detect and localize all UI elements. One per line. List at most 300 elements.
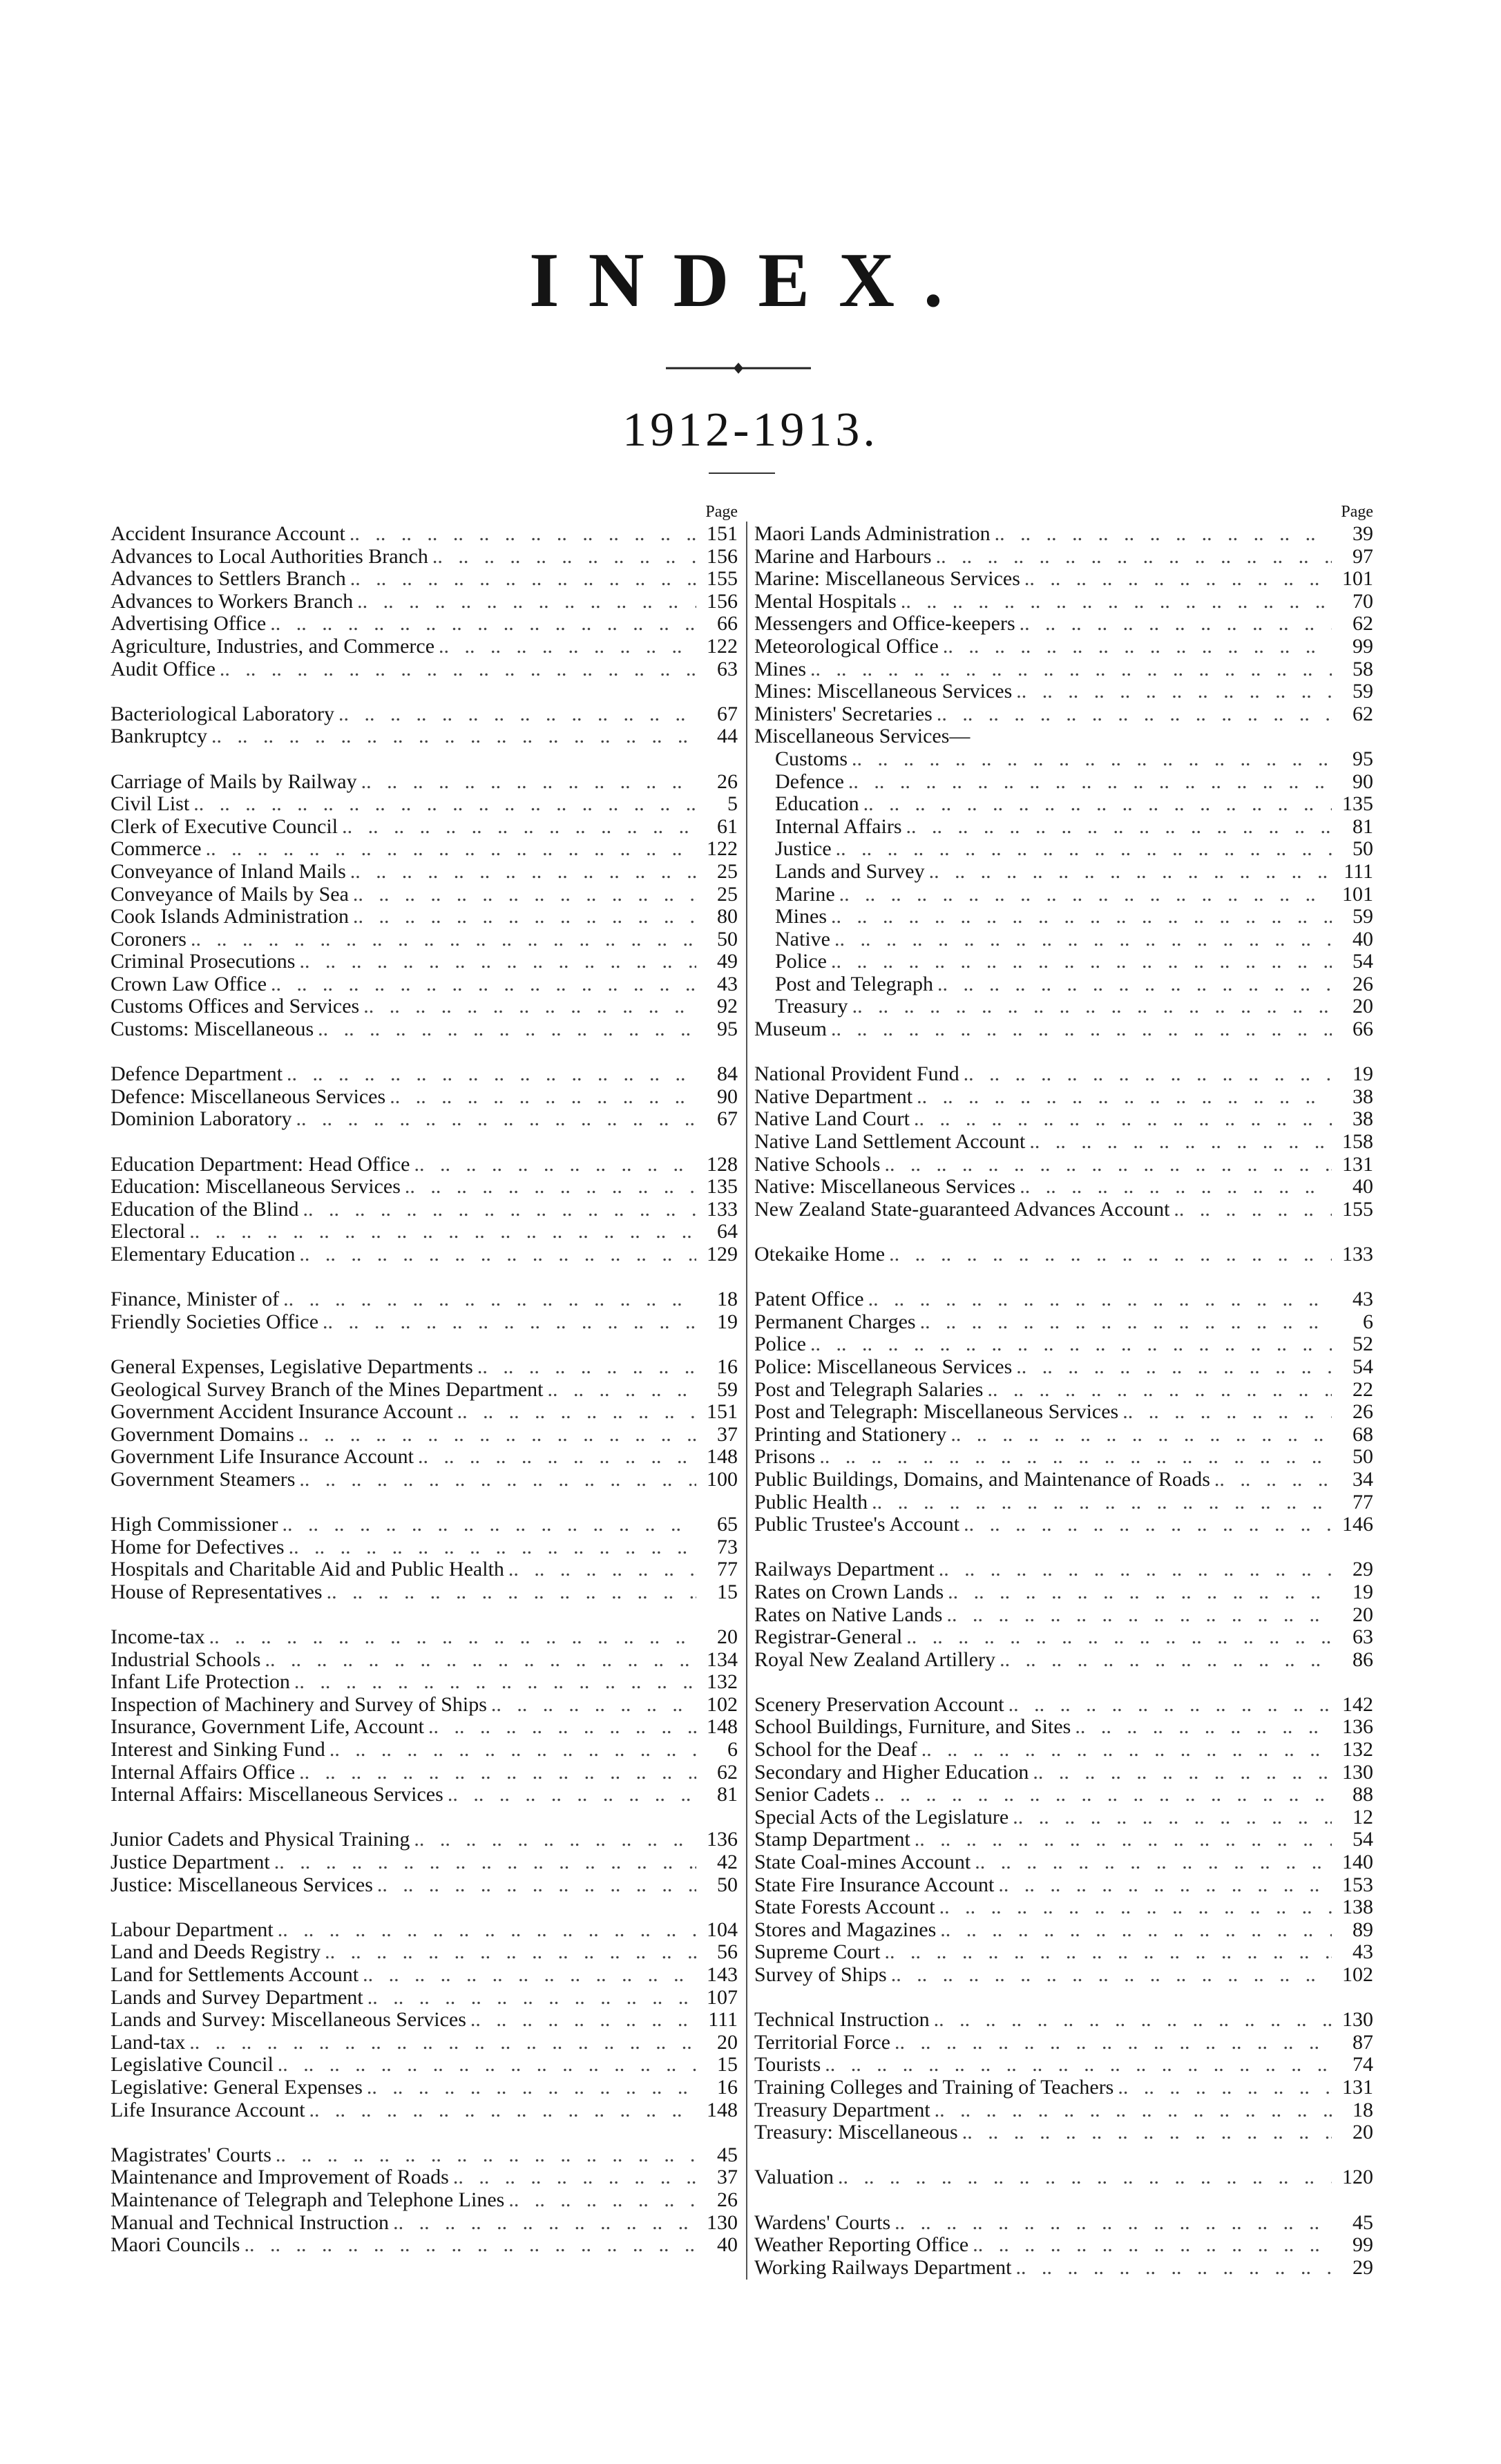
index-entry xyxy=(754,884,1373,906)
entry-label: Rates on Native Lands xyxy=(754,1603,943,1626)
index-entry xyxy=(111,816,738,839)
dot-leader xyxy=(290,1671,696,1694)
index-entry xyxy=(754,793,1373,816)
entry-label: Maintenance of Telegraph and Telephone Lines xyxy=(111,2188,505,2211)
dot-leader xyxy=(935,1896,1332,1919)
entry-page-number: 15 xyxy=(717,1580,738,1603)
entry-label: Stores and Magazines xyxy=(754,1918,937,1941)
dot-leader xyxy=(932,546,1332,569)
entry-page-number: 129 xyxy=(707,1243,738,1266)
index-entry xyxy=(111,1671,738,1694)
entry-page-number: 20 xyxy=(1352,1603,1373,1626)
entry-label: Electoral xyxy=(111,1220,186,1243)
entry-page-number: 131 xyxy=(1342,1152,1373,1176)
entry-label: Legislative: General Expenses xyxy=(111,2075,363,2099)
entry-page-number: 148 xyxy=(707,2098,738,2121)
entry-page-number: 81 xyxy=(1352,814,1373,838)
entry-label: Printing and Stationery xyxy=(754,1422,947,1446)
entry-page-number: 43 xyxy=(1352,1940,1373,1964)
entry-page-number: 128 xyxy=(707,1152,738,1176)
entry-label: Crown Law Office xyxy=(111,972,267,995)
entry-page-number: 70 xyxy=(1352,589,1373,613)
dot-leader xyxy=(261,1649,697,1672)
dot-leader xyxy=(827,906,1332,928)
entry-label: Land for Settlements Account xyxy=(111,1963,359,1986)
dot-leader xyxy=(295,1243,696,1266)
dot-leader xyxy=(283,1063,696,1086)
dot-leader xyxy=(187,928,696,951)
entry-page-number: 136 xyxy=(707,1828,738,1851)
entry-page-number: 45 xyxy=(717,2143,738,2166)
entry-label: House of Representatives xyxy=(111,1580,323,1603)
dot-leader xyxy=(202,838,696,861)
index-entry xyxy=(111,1446,738,1469)
entry-label: Defence Department xyxy=(111,1062,283,1086)
entry-page-number: 20 xyxy=(1352,2121,1373,2144)
index-entry xyxy=(754,725,1373,748)
entry-label: Inspection of Machinery and Survey of Ships xyxy=(111,1692,487,1716)
entry-label: Government Domains xyxy=(111,1422,294,1446)
dot-leader xyxy=(832,838,1332,861)
dot-leader xyxy=(363,2076,696,2099)
entry-label: Public Trustee's Account xyxy=(754,1513,960,1536)
entry-page-number: 97 xyxy=(1352,544,1373,568)
dot-leader xyxy=(279,1288,696,1311)
entry-label: Conveyance of Inland Mails xyxy=(111,859,346,883)
entry-page-number: 81 xyxy=(717,1783,738,1806)
entry-label: Meteorological Office xyxy=(754,634,939,658)
dot-leader xyxy=(959,1513,1332,1536)
entry-page-number: 37 xyxy=(717,1422,738,1446)
index-entry xyxy=(111,725,738,748)
entry-label: Friendly Societies Office xyxy=(111,1310,319,1333)
index-entry xyxy=(754,703,1373,726)
dot-leader xyxy=(1118,1401,1332,1424)
index-entry xyxy=(754,1063,1373,1086)
index-entry xyxy=(754,1784,1373,1806)
entry-page-number: 158 xyxy=(1342,1130,1373,1154)
entry-page-number: 135 xyxy=(1342,792,1373,816)
index-entry xyxy=(754,1716,1373,1739)
dot-leader xyxy=(270,1851,696,1874)
index-entry xyxy=(754,2121,1373,2144)
entry-label: Advances to Settlers Branch xyxy=(111,567,346,591)
entry-label: Police xyxy=(754,1333,806,1356)
dot-leader xyxy=(958,2121,1332,2144)
index-entry xyxy=(111,1941,738,1964)
entry-page-number: 25 xyxy=(717,882,738,906)
dot-leader xyxy=(285,1536,696,1559)
entry-page-number: 65 xyxy=(717,1513,738,1536)
index-entry xyxy=(754,1513,1373,1536)
entry-page-number: 54 xyxy=(1352,950,1373,973)
dot-leader xyxy=(885,1243,1332,1266)
entry-page-number: 6 xyxy=(727,1738,738,1761)
index-entry xyxy=(111,1401,738,1424)
entry-label: Life Insurance Account xyxy=(111,2098,305,2121)
entry-label: State Fire Insurance Account xyxy=(754,1873,995,1896)
entry-page-number: 50 xyxy=(717,927,738,951)
entry-label: Internal Affairs xyxy=(775,814,902,838)
entry-page-number: 20 xyxy=(717,2030,738,2054)
index-entry xyxy=(111,658,738,681)
dot-leader xyxy=(414,1446,696,1469)
entry-label: Conveyance of Mails by Sea xyxy=(111,882,349,906)
entry-label: Prisons xyxy=(754,1445,816,1469)
dot-leader xyxy=(910,1828,1332,1851)
dot-leader xyxy=(995,1649,1332,1672)
dot-leader xyxy=(449,2166,696,2189)
entry-label: Internal Affairs: Miscellaneous Services xyxy=(111,1783,443,1806)
entry-label: Audit Office xyxy=(111,657,216,680)
entry-label: Native Land Settlement Account xyxy=(754,1130,1026,1154)
entry-page-number: 68 xyxy=(1352,1422,1373,1446)
index-entry xyxy=(111,2234,738,2257)
dot-leader xyxy=(205,1626,696,1649)
entry-page-number: 111 xyxy=(1344,859,1373,883)
entry-page-number: 62 xyxy=(1352,702,1373,725)
dot-leader xyxy=(933,703,1332,726)
entry-page-number: 34 xyxy=(1352,1467,1373,1491)
dot-leader xyxy=(363,1987,696,2009)
entry-page-number: 99 xyxy=(1352,634,1373,658)
index-entry xyxy=(754,838,1373,861)
entry-page-number: 66 xyxy=(1352,1018,1373,1041)
dot-leader xyxy=(338,816,696,839)
index-entry xyxy=(754,1018,1373,1041)
entry-page-number: 156 xyxy=(707,589,738,613)
dot-leader xyxy=(401,1176,696,1198)
entry-label: Public Buildings, Domains, and Maintenance of Roads xyxy=(754,1467,1210,1491)
entry-page-number: 107 xyxy=(707,1985,738,2009)
index-entry xyxy=(111,951,738,973)
entry-label: High Commissioner xyxy=(111,1513,278,1536)
dot-leader xyxy=(1012,2257,1332,2280)
entry-page-number: 29 xyxy=(1352,2255,1373,2279)
dot-leader xyxy=(864,1288,1332,1311)
dot-leader xyxy=(971,1851,1332,1874)
entry-label: Railways Department xyxy=(754,1558,935,1581)
index-entry xyxy=(754,861,1373,884)
entry-label: Justice Department xyxy=(111,1851,270,1874)
index-entry xyxy=(111,861,738,884)
entry-page-number: 102 xyxy=(1342,1963,1373,1986)
entry-label: Insurance, Government Life, Account xyxy=(111,1715,424,1739)
entry-page-number: 49 xyxy=(717,950,738,973)
entry-page-number: 87 xyxy=(1352,2030,1373,2054)
entry-page-number: 52 xyxy=(1352,1333,1373,1356)
index-entry xyxy=(111,1851,738,1874)
entry-page-number: 136 xyxy=(1342,1715,1373,1739)
index-entry xyxy=(111,973,738,996)
entry-page-number: 67 xyxy=(717,702,738,725)
dot-leader xyxy=(1113,2076,1332,2099)
entry-label: Permanent Charges xyxy=(754,1310,916,1333)
index-entry xyxy=(111,1108,738,1131)
index-entry xyxy=(754,995,1373,1018)
entry-page-number: 54 xyxy=(1352,1828,1373,1851)
page-title: INDEX. xyxy=(529,238,972,323)
dot-leader xyxy=(443,1784,696,1806)
entry-label: Land-tax xyxy=(111,2030,186,2054)
index-entry xyxy=(754,1243,1373,1266)
index-entry xyxy=(754,1649,1373,1672)
entry-page-number: 50 xyxy=(1352,1445,1373,1469)
entry-page-number: 63 xyxy=(717,657,738,680)
entry-page-number: 130 xyxy=(1342,1760,1373,1784)
index-entry xyxy=(754,1941,1373,1964)
entry-label: Customs xyxy=(775,747,848,770)
entry-label: Carriage of Mails by Railway xyxy=(111,770,357,793)
entry-label: Lands and Survey xyxy=(775,859,925,883)
dot-leader xyxy=(207,725,696,748)
entry-label: Valuation xyxy=(754,2166,834,2189)
entry-label: Interest and Sinking Fund xyxy=(111,1738,325,1761)
dot-leader xyxy=(345,523,696,546)
entry-label: Post and Telegraph Salaries xyxy=(754,1377,984,1401)
entry-label: Customs Offices and Services xyxy=(111,995,360,1018)
entry-page-number: 92 xyxy=(717,995,738,1018)
entry-page-number: 26 xyxy=(717,770,738,793)
dot-leader xyxy=(916,1311,1332,1334)
entry-page-number: 153 xyxy=(1342,1873,1373,1896)
dot-leader xyxy=(880,1154,1332,1176)
dot-leader xyxy=(473,1356,696,1379)
index-entry xyxy=(754,1131,1373,1154)
index-entry xyxy=(754,2212,1373,2235)
dot-leader xyxy=(1015,1176,1332,1198)
entry-label: Native Schools xyxy=(754,1152,881,1176)
entry-page-number: 38 xyxy=(1352,1085,1373,1108)
dot-leader xyxy=(806,658,1332,681)
dot-leader xyxy=(278,1513,696,1536)
entry-page-number: 146 xyxy=(1342,1513,1373,1536)
entry-label: Miscellaneous Services— xyxy=(754,725,971,748)
dot-leader xyxy=(359,995,696,1018)
entry-page-number: 26 xyxy=(1352,1400,1373,1424)
entry-label: Post and Telegraph xyxy=(775,972,933,995)
entry-label: Marine and Harbours xyxy=(754,544,932,568)
entry-label: Elementary Education xyxy=(111,1243,296,1266)
index-entry xyxy=(754,568,1373,591)
entry-label: Defence xyxy=(775,770,844,793)
entry-label: Royal New Zealand Artillery xyxy=(754,1648,996,1671)
index-entry xyxy=(111,1063,738,1086)
dot-leader xyxy=(1029,1761,1332,1784)
entry-label: Supreme Court xyxy=(754,1940,881,1964)
dot-leader xyxy=(358,1964,696,1987)
entry-label: General Expenses, Legislative Departments xyxy=(111,1355,473,1378)
entry-page-number: 88 xyxy=(1352,1783,1373,1806)
entry-page-number: 89 xyxy=(1352,1918,1373,1941)
index-entry xyxy=(111,1987,738,2009)
index-entry xyxy=(754,2054,1373,2076)
dot-leader xyxy=(346,861,696,884)
dot-leader xyxy=(428,546,696,569)
entry-label: Government Life Insurance Account xyxy=(111,1445,414,1469)
dot-leader xyxy=(942,1604,1332,1627)
index-entry xyxy=(754,1761,1373,1784)
dot-leader xyxy=(994,1874,1332,1897)
index-entry xyxy=(111,613,738,636)
index-entry xyxy=(754,771,1373,794)
dot-leader xyxy=(890,2212,1332,2235)
index-entry xyxy=(754,1491,1373,1514)
entry-label: Mines xyxy=(754,657,806,680)
entry-page-number: 101 xyxy=(1342,882,1373,906)
dot-leader xyxy=(349,906,696,928)
entry-page-number: 156 xyxy=(707,544,738,568)
index-entry xyxy=(754,591,1373,613)
entry-page-number: 130 xyxy=(707,2210,738,2234)
entry-page-number: 20 xyxy=(1352,995,1373,1018)
dot-leader xyxy=(1004,1694,1332,1717)
dot-leader xyxy=(944,1581,1332,1604)
dot-leader xyxy=(305,2099,696,2122)
index-column-right xyxy=(754,501,1373,2279)
index-entry xyxy=(111,1018,738,1041)
dot-leader xyxy=(321,1941,696,1964)
entry-label: Agriculture, Industries, and Commerce xyxy=(111,634,435,658)
index-entry xyxy=(111,2009,738,2032)
index-entry xyxy=(111,2032,738,2054)
index-entry xyxy=(754,928,1373,951)
dot-leader xyxy=(295,951,696,973)
entry-label: Otekaike Home xyxy=(754,1243,886,1266)
entry-page-number: 42 xyxy=(717,1851,738,1874)
dot-leader xyxy=(295,1469,696,1491)
entry-page-number: 19 xyxy=(717,1310,738,1333)
entry-label: Criminal Prosecutions xyxy=(111,950,296,973)
entry-label: Education of the Blind xyxy=(111,1197,299,1221)
entry-label: Junior Cadets and Physical Training xyxy=(111,1828,410,1851)
index-entry xyxy=(111,703,738,726)
entry-page-number: 138 xyxy=(1342,1895,1373,1919)
entry-page-number: 151 xyxy=(707,1400,738,1424)
entry-page-number: 134 xyxy=(707,1648,738,1671)
entry-page-number: 63 xyxy=(1352,1625,1373,1649)
entry-page-number: 143 xyxy=(707,1963,738,1986)
index-entry xyxy=(111,1649,738,1672)
entry-page-number: 45 xyxy=(1352,2210,1373,2234)
index-entry xyxy=(754,1626,1373,1649)
index-entry xyxy=(111,591,738,613)
entry-label: New Zealand State-guaranteed Advances Account xyxy=(754,1197,1170,1221)
entry-page-number: 26 xyxy=(717,2188,738,2211)
index-entry xyxy=(111,1828,738,1851)
entry-label: Industrial Schools xyxy=(111,1648,261,1671)
entry-page-number: 59 xyxy=(1352,905,1373,928)
entry-label: Native Land Court xyxy=(754,1107,910,1131)
entry-page-number: 133 xyxy=(1342,1243,1373,1266)
entry-page-number: 26 xyxy=(1352,972,1373,995)
dot-leader xyxy=(1020,568,1332,591)
entry-page-number: 90 xyxy=(1352,770,1373,793)
index-entry xyxy=(111,995,738,1018)
index-entry xyxy=(754,1401,1373,1424)
entry-label: Bankruptcy xyxy=(111,725,207,748)
entry-label: State Coal-mines Account xyxy=(754,1851,971,1874)
dot-leader xyxy=(314,1018,696,1041)
dot-leader xyxy=(1012,680,1332,703)
index-entry xyxy=(754,1828,1373,1851)
entry-label: Police xyxy=(775,950,827,973)
dot-leader xyxy=(318,1311,696,1334)
entry-label: Treasury: Miscellaneous xyxy=(754,2121,958,2144)
dot-leader xyxy=(827,1018,1332,1041)
entry-page-number: 39 xyxy=(1352,522,1373,545)
entry-page-number: 122 xyxy=(707,634,738,658)
entry-label: Internal Affairs Office xyxy=(111,1760,296,1784)
index-entry xyxy=(754,1896,1373,1919)
entry-label: Advertising Office xyxy=(111,612,267,636)
index-entry xyxy=(754,546,1373,569)
index-entry xyxy=(111,2076,738,2099)
entry-page-number: 142 xyxy=(1342,1692,1373,1716)
index-entry xyxy=(754,1198,1373,1221)
index-entry xyxy=(754,1604,1373,1627)
entry-label: School for the Deaf xyxy=(754,1738,917,1761)
dot-leader xyxy=(353,591,696,613)
index-column-left xyxy=(111,501,738,2257)
dot-leader xyxy=(848,748,1332,771)
dot-leader xyxy=(930,2099,1332,2122)
entry-label: Civil List xyxy=(111,792,190,816)
index-entry xyxy=(111,1513,738,1536)
entry-label: Scenery Preservation Account xyxy=(754,1692,1004,1716)
entry-label: Museum xyxy=(754,1018,827,1041)
dot-leader xyxy=(424,1716,696,1739)
dot-leader xyxy=(266,613,696,636)
index-entry xyxy=(111,1311,738,1334)
entry-page-number: 20 xyxy=(717,1625,738,1649)
index-entry xyxy=(754,1739,1373,1761)
index-entry xyxy=(754,1176,1373,1198)
index-entry xyxy=(754,1108,1373,1131)
entry-label: Magistrates' Courts xyxy=(111,2143,271,2166)
entry-page-number: 16 xyxy=(717,2075,738,2099)
index-entry xyxy=(111,906,738,928)
entry-label: National Provident Fund xyxy=(754,1062,959,1086)
entry-label: Commerce xyxy=(111,837,202,861)
index-entry xyxy=(111,1198,738,1221)
dot-leader xyxy=(827,951,1332,973)
index-entry xyxy=(754,1446,1373,1469)
index-entry xyxy=(111,1784,738,1806)
entry-page-number: 95 xyxy=(1352,747,1373,770)
entry-page-number: 54 xyxy=(1352,1355,1373,1378)
index-entry xyxy=(111,1716,738,1739)
entry-label: Native xyxy=(775,927,830,951)
entry-label: Secondary and Higher Education xyxy=(754,1760,1029,1784)
entry-page-number: 74 xyxy=(1352,2053,1373,2076)
entry-label: Finance, Minister of xyxy=(111,1288,280,1311)
entry-page-number: 132 xyxy=(707,1670,738,1694)
entry-label: Treasury Department xyxy=(754,2098,930,2121)
index-entry xyxy=(111,546,738,569)
dot-leader xyxy=(385,1086,696,1109)
entry-label: Survey of Ships xyxy=(754,1963,887,1986)
index-entry xyxy=(754,1311,1373,1334)
index-entry xyxy=(111,2212,738,2235)
dot-leader xyxy=(925,861,1332,884)
dot-leader xyxy=(983,1379,1332,1402)
dot-leader xyxy=(912,1086,1332,1109)
index-entry xyxy=(111,568,738,591)
dot-leader xyxy=(504,2189,696,2212)
entry-label: Legislative Council xyxy=(111,2053,274,2076)
entry-page-number: 61 xyxy=(717,814,738,838)
